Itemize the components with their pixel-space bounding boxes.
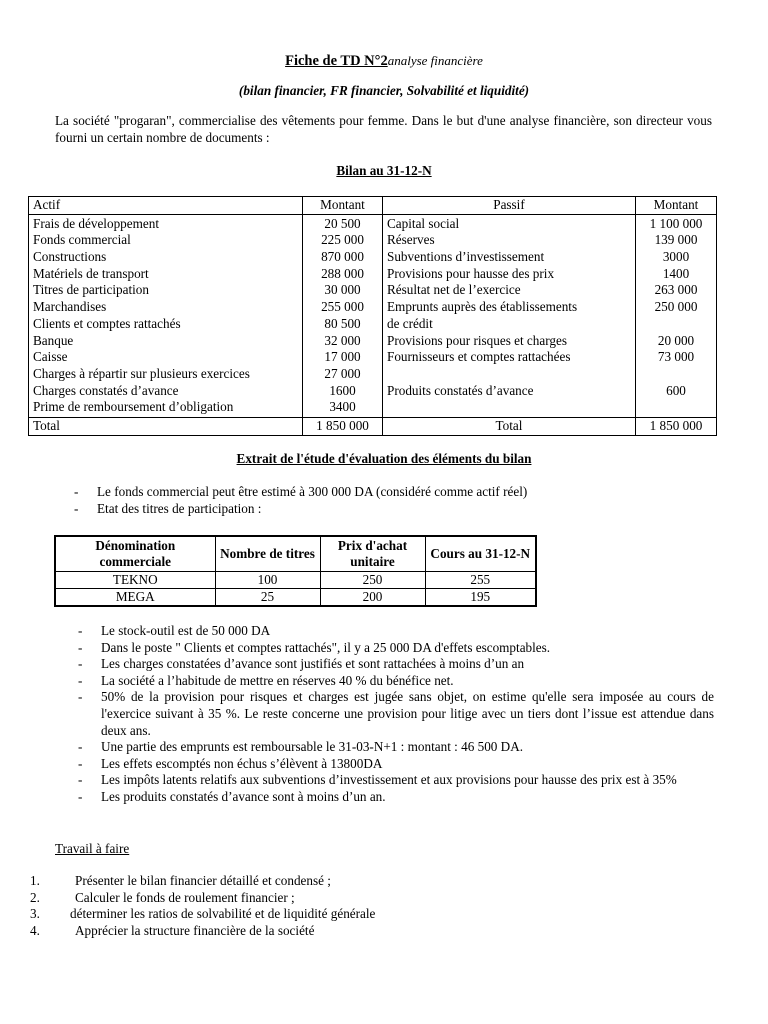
total-passif-montant: 1 850 000 xyxy=(636,417,717,435)
list-item: - Etat des titres de participation : xyxy=(74,501,714,518)
extrait-heading: Extrait de l'étude d'évaluation des éléments du bilan xyxy=(236,451,532,466)
actif-label: Fonds commercial xyxy=(33,232,131,248)
actif-montant: 288 000 xyxy=(321,265,364,281)
passif-montant xyxy=(640,366,712,383)
passif-label: Capital social xyxy=(387,215,460,231)
total-actif-montant: 1 850 000 xyxy=(303,417,383,435)
actif-label: Caisse xyxy=(33,349,68,365)
titres-cell: 25 xyxy=(215,589,320,607)
task-text: Calculer le fonds de roulement financier ; xyxy=(75,889,295,905)
passif-labels xyxy=(383,214,636,417)
passif-label xyxy=(387,399,631,416)
passif-montant: 263 000 xyxy=(654,282,698,298)
task-text: déterminer les ratios de solvabilité et de liquidité générale xyxy=(70,906,376,922)
list-item: - Dans le poste " Clients et comptes rattachés", il y a 25 000 DA d'effets escomptables. xyxy=(78,640,714,657)
task-number: 1. xyxy=(30,873,40,888)
passif-label: Résultat net de l’exercice xyxy=(387,282,521,298)
list-item: - 50% de la provision pour risques et charges est jugée sans objet, on estime qu'elle sera imposée au cours de l'exercice suivant à 35 %. Le reste concerne une provision pour litige avec un tiers dont l’issue est attendue dans deux ans. xyxy=(78,689,714,739)
travail-heading: Travail à faire xyxy=(55,841,130,856)
task-text: Apprécier la structure financière de la société xyxy=(75,922,315,938)
passif-label: Réserves xyxy=(387,232,435,248)
bilan-heading: Bilan au 31-12-N xyxy=(336,163,432,178)
table-row xyxy=(55,589,536,607)
header-montant-passif: Montant xyxy=(636,197,717,215)
list-item: - Les charges constatées d’avance sont justifiés et sont rattachées à moins d’un an xyxy=(78,656,714,673)
actif-label: Banque xyxy=(33,332,74,348)
actif-montant: 1600 xyxy=(329,382,356,398)
list-item: - La société a l’habitude de mettre en réserves 40 % du bénéfice net. xyxy=(78,673,714,690)
task-item xyxy=(30,873,530,890)
total-passif-label: Total xyxy=(383,417,636,435)
passif-montant: 20 000 xyxy=(657,332,695,348)
actif-label: Frais de développement xyxy=(33,215,159,231)
title-main: Fiche de TD N°2 xyxy=(285,53,388,69)
titres-header: Prix d'achat unitaire xyxy=(320,536,425,572)
list-item: - Une partie des emprunts est remboursable le 31-03-N+1 : montant : 46 500 DA. xyxy=(78,739,714,756)
actif-labels xyxy=(29,214,303,417)
list-item: - Le fonds commercial peut être estimé à 300 000 DA (considéré comme actif réel) xyxy=(74,484,714,501)
actif-label: Prime de remboursement d’obligation xyxy=(33,399,234,415)
passif-montant: 250 000 xyxy=(654,299,698,315)
passif-label xyxy=(387,366,631,383)
task-item xyxy=(30,923,530,940)
passif-label: Produits constatés d’avance xyxy=(387,382,534,398)
passif-montant: 1 100 000 xyxy=(649,215,703,231)
title-sub: analyse financière xyxy=(387,53,483,68)
titres-cell: 195 xyxy=(425,589,536,607)
passif-montant: 1400 xyxy=(662,265,690,281)
task-item xyxy=(30,906,530,923)
notes-list xyxy=(78,623,714,806)
actif-label: Charges à répartir sur plusieurs exercices xyxy=(33,365,250,381)
passif-label: Provisions pour hausse des prix xyxy=(387,265,555,281)
bilan-total-row xyxy=(29,417,717,435)
task-number: 3. xyxy=(30,906,40,922)
actif-montant: 30 000 xyxy=(324,282,361,298)
actif-label: Matériels de transport xyxy=(33,265,149,281)
titres-cell: 255 xyxy=(425,572,536,589)
passif-label: de crédit xyxy=(387,315,433,331)
bilan-header-row xyxy=(29,197,717,215)
titres-header: Cours au 31-12-N xyxy=(425,536,536,572)
titres-cell: TEKNO xyxy=(55,572,215,589)
total-actif-label: Total xyxy=(29,417,303,435)
titres-cell: 200 xyxy=(320,589,425,607)
task-text: Présenter le bilan financier détaillé et condensé ; xyxy=(75,873,331,888)
actif-montant: 20 500 xyxy=(324,215,361,231)
task-number: 2. xyxy=(30,889,40,905)
document-title xyxy=(0,53,768,70)
header-montant-actif: Montant xyxy=(303,197,383,215)
passif-label: Provisions pour risques et charges xyxy=(387,332,567,348)
extrait-list xyxy=(74,484,714,517)
titres-header: Nombre de titres xyxy=(215,536,320,572)
titres-header: Dénomination commerciale xyxy=(55,536,215,572)
passif-label: Subventions d’investissement xyxy=(387,249,545,265)
actif-label: Clients et comptes rattachés xyxy=(33,315,181,331)
passif-label: Fournisseurs et comptes rattachées xyxy=(387,349,571,365)
passif-amounts xyxy=(636,214,717,417)
actif-montant: 3400 xyxy=(329,399,356,415)
actif-label: Charges constatés d’avance xyxy=(33,382,179,398)
passif-montant: 139 000 xyxy=(654,232,698,248)
actif-label: Constructions xyxy=(33,249,107,265)
passif-label: Emprunts auprès des établissements xyxy=(387,299,578,315)
actif-label: Marchandises xyxy=(33,299,107,315)
intro-text: La société "progaran", commercialise des vêtements pour femme. Dans le but d'une analyse financière, son directeur vous fourni un certain nombre de documents : xyxy=(55,113,712,145)
list-item: - Les produits constatés d’avance sont à moins d’un an. xyxy=(78,789,714,806)
actif-montant: 17 000 xyxy=(324,349,361,365)
header-actif: Actif xyxy=(29,197,303,215)
list-item: - Le stock-outil est de 50 000 DA xyxy=(78,623,714,640)
titres-cell: 100 xyxy=(215,572,320,589)
table-row xyxy=(55,572,536,589)
titres-table xyxy=(54,535,537,607)
document-subtitle: (bilan financier, FR financier, Solvabilité et liquidité) xyxy=(238,83,530,98)
list-item: - Les impôts latents relatifs aux subventions d’investissement et aux provisions pour hausse des prix est à 35% xyxy=(78,772,714,789)
titres-header-row xyxy=(55,536,536,572)
task-number: 4. xyxy=(30,922,40,938)
passif-montant: 600 xyxy=(666,382,686,398)
actif-label: Titres de participation xyxy=(33,282,149,298)
bilan-table xyxy=(28,196,717,436)
titres-cell: 250 xyxy=(320,572,425,589)
passif-montant: 73 000 xyxy=(657,349,695,365)
tasks-list xyxy=(30,873,530,939)
actif-amounts xyxy=(303,214,383,417)
passif-montant xyxy=(640,399,712,416)
actif-montant: 870 000 xyxy=(321,249,364,265)
actif-montant: 255 000 xyxy=(321,299,364,315)
header-passif: Passif xyxy=(383,197,636,215)
task-item xyxy=(30,890,530,907)
bilan-body-row xyxy=(29,214,717,417)
list-item: - Les effets escomptés non échus s’élèvent à 13800DA xyxy=(78,756,714,773)
actif-montant: 32 000 xyxy=(324,332,361,348)
actif-montant: 225 000 xyxy=(321,232,364,248)
titres-cell: MEGA xyxy=(55,589,215,607)
actif-montant: 80 500 xyxy=(324,315,361,331)
intro-paragraph xyxy=(55,113,712,146)
actif-montant: 27 000 xyxy=(324,365,361,381)
passif-montant xyxy=(640,316,712,333)
passif-montant: 3000 xyxy=(662,249,690,265)
